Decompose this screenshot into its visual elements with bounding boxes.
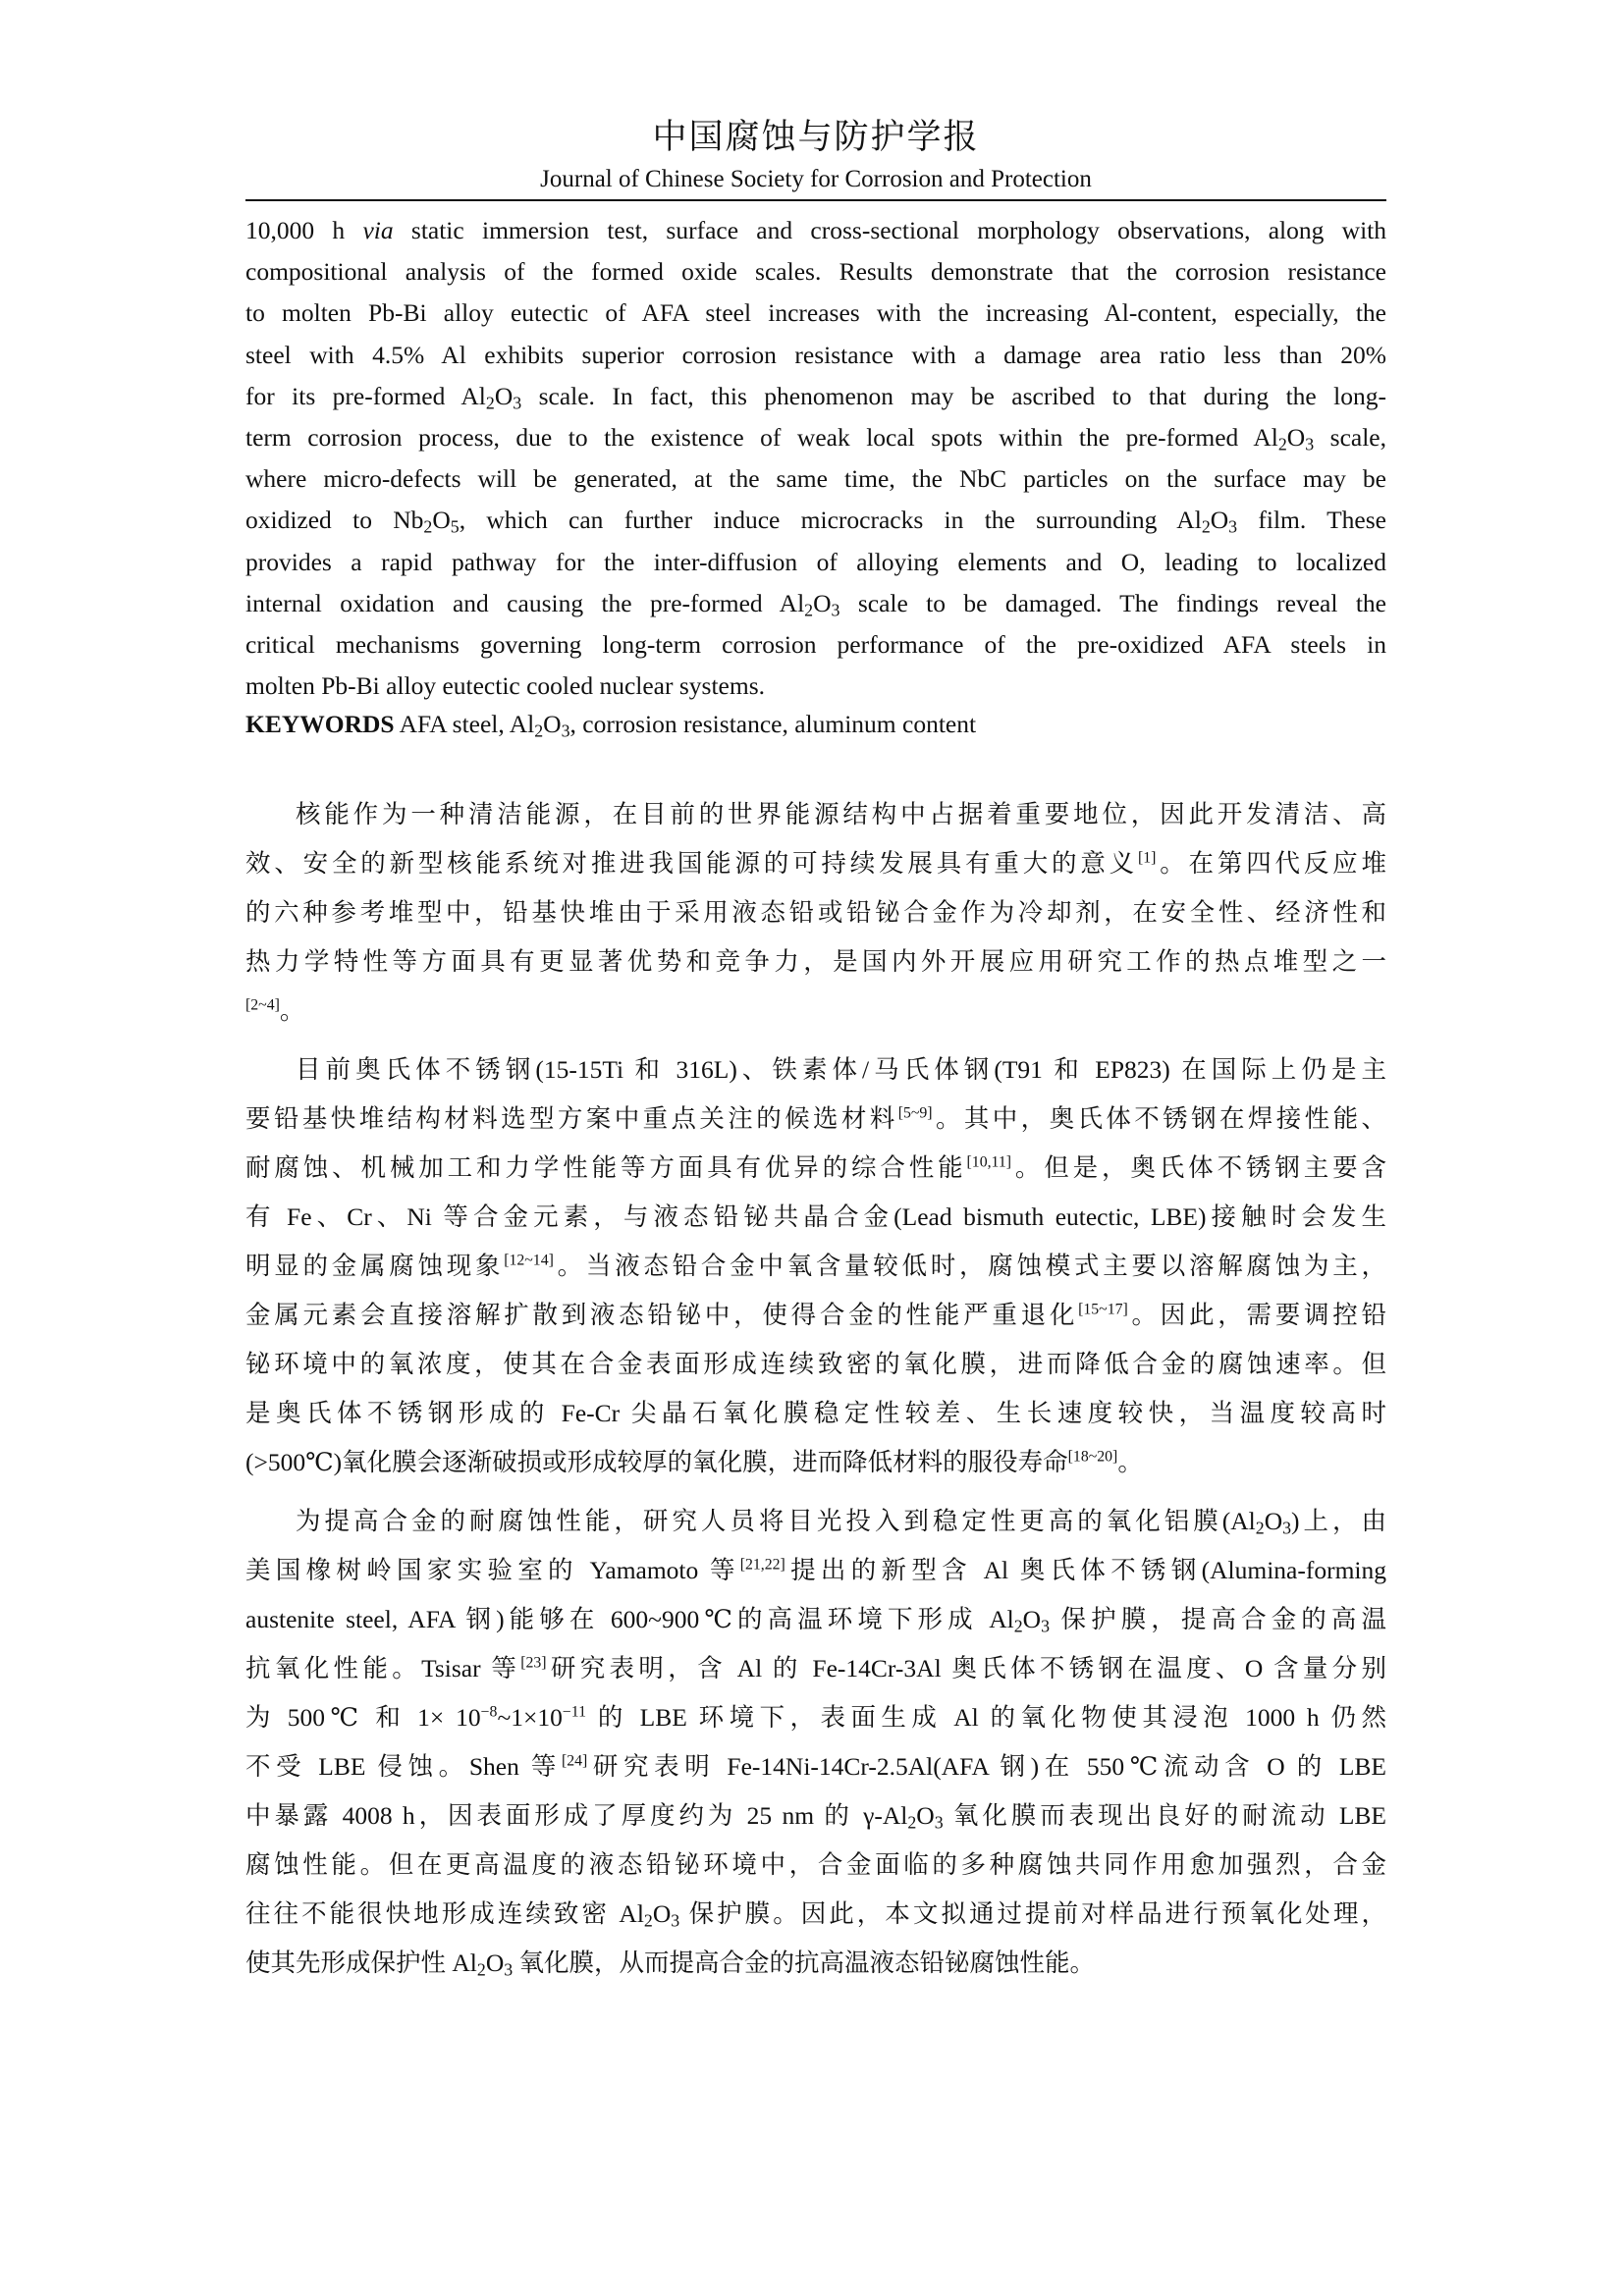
paragraph-line: 抗氧化性能。Tsisar 等[23]研究表明，含 Al 的 Fe-14Cr-3Al 奥氏体不锈钢在温度、O 含量分别: [245, 1654, 1387, 1682]
keywords: [245, 704, 1386, 745]
paragraph-line: 中暴露 4008 h，因表面形成了厚度约为 25 nm 的 $\gamma-Al_2O_3$ 氧化膜而表现出良好的耐流动 LBE: [245, 1801, 1386, 1833]
paragraph-line: 往往不能很快地形成连续致密 $Al_2O_3$ 保护膜。因此，本文拟通过提前对样品进行预氧化处理，: [245, 1899, 1386, 1931]
abstract-line: internal oxidation and causing the pre-formed $Al_2O_3$ scale to be damaged. The findings reveal the: [245, 588, 1386, 620]
abstract-line: term corrosion process, due to the existence of weak local spots within the pre-formed $Al_2O_3$ scale,: [245, 423, 1386, 454]
paragraph-line: 为提高合金的耐腐蚀性能，研究人员将目光投入到稳定性更高的氧化铝膜$(Al_2O_3)$上，由: [296, 1507, 1387, 1538]
keywords-label: KEYWORDS: [245, 710, 395, 738]
abstract-line: 10,000 h via static immersion test, surface and cross-sectional morphology observations, along with: [245, 216, 1386, 244]
paragraph-line: 的六种参考堆型中，铅基快堆由于采用液态铅或铅铋合金作为冷却剂，在安全性、经济性和: [245, 898, 1386, 927]
body-text: [245, 790, 1386, 1998]
abstract-line: molten Pb-Bi alloy eutectic cooled nuclear systems.: [245, 671, 765, 701]
journal-header: [245, 116, 1386, 196]
paragraph-line: 金属元素会直接溶解扩散到液态铅铋中，使得合金的性能严重退化[15~17]。因此，需要调控铅: [245, 1301, 1386, 1329]
paragraph-line: 耐腐蚀、机械加工和力学性能等方面具有优异的综合性能[10,11]。但是，奥氏体不锈钢主要含: [245, 1153, 1386, 1182]
paragraph-line: 为 500℃ 和 $1\times 10^{-8}\sim 1\times 10^{-11}$ 的 LBE 环境下，表面生成 Al 的氧化物使其浸泡 1000 h 仍然: [245, 1703, 1386, 1732]
paragraph-line: austenite steel, AFA 钢)能够在 600~900℃的高温环境下形成 $Al_2O_3$ 保护膜，提高合金的高温: [245, 1605, 1386, 1636]
paragraph-line: 核能作为一种清洁能源，在目前的世界能源结构中占据着重要地位，因此开发清洁、高: [296, 800, 1386, 828]
journal-title-en: Journal of Chinese Society for Corrosion and Protection: [540, 166, 1092, 192]
abstract-line: oxidized to $Nb_2O_5$, which can further induce microcracks in the surrounding $Al_2O_3$ film. These: [245, 506, 1386, 537]
abstract-line: for its pre-formed $Al_2O_3$ scale. In fact, this phenomenon may be ascribed to that during the long-: [245, 381, 1386, 413]
paragraph-line: 铋环境中的氧浓度，使其在合金表面形成连续致密的氧化膜，进而降低合金的腐蚀速率。但: [245, 1350, 1386, 1378]
header-divider: [245, 199, 1386, 201]
abstract-text: [245, 210, 1386, 707]
body-paragraph: [245, 1045, 1386, 1487]
abstract-line: compositional analysis of the formed oxide scales. Results demonstrate that the corrosion resistance: [245, 257, 1386, 287]
journal-title-cn: 中国腐蚀与防护学报: [652, 118, 980, 156]
abstract-line: provides a rapid pathway for the inter-diffusion of alloying elements and O, leading to localized: [245, 547, 1386, 576]
paragraph-line: 是奥氏体不锈钢形成的 Fe-Cr 尖晶石氧化膜稳定性较差、生长速度较快，当温度较高时: [245, 1399, 1386, 1427]
abstract-line: where micro-defects will be generated, at the same time, the NbC particles on the surface may be: [245, 464, 1386, 494]
paragraph-line: 腐蚀性能。但在更高温度的液态铅铋环境中，合金面临的多种腐蚀共同作用愈加强烈，合金: [245, 1850, 1386, 1879]
paragraph-line: [2~4]。: [245, 996, 305, 1025]
paragraph-line: (>500℃)氧化膜会逐渐破损或形成较厚的氧化膜，进而降低材料的服役寿命[18~20]。: [245, 1448, 1143, 1476]
abstract-line: steel with 4.5% Al exhibits superior corrosion resistance with a damage area ratio less than 20%: [245, 340, 1386, 369]
paragraph-line: 目前奥氏体不锈钢(15-15Ti 和 316L)、铁素体/马氏体钢(T91 和 EP823) 在国际上仍是主: [296, 1055, 1386, 1084]
paragraph-line: 有 Fe、Cr、Ni 等合金元素，与液态铅铋共晶合金(Lead bismuth eutectic, LBE)接触时会发生: [245, 1202, 1386, 1231]
paragraph-line: 热力学特性等方面具有更显著优势和竞争力，是国内外开展应用研究工作的热点堆型之一: [245, 947, 1386, 976]
paragraph-line: 要铅基快堆结构材料选型方案中重点关注的候选材料[5~9]。其中，奥氏体不锈钢在焊接性能、: [245, 1104, 1386, 1133]
paragraph-line: 使其先形成保护性 $Al_2O_3$ 氧化膜，从而提高合金的抗高温液态铅铋腐蚀性能。: [245, 1949, 1096, 1980]
paragraph-line: 不受 LBE 侵蚀。Shen 等[24]研究表明 Fe-14Ni-14Cr-2.5Al(AFA 钢)在 550℃流动含 O 的 LBE: [245, 1752, 1386, 1781]
keywords-text: AFA steel, $Al_2O_3$, corrosion resistance, aluminum content: [394, 710, 977, 741]
abstract-line: critical mechanisms governing long-term corrosion performance of the pre-oxidized AFA steels in: [245, 630, 1386, 660]
paragraph-line: 明显的金属腐蚀现象[12~14]。当液态铅合金中氧含量较低时，腐蚀模式主要以溶解腐蚀为主，: [245, 1252, 1386, 1280]
paragraph-line: 美国橡树岭国家实验室的 Yamamoto 等[21,22]提出的新型含 Al 奥氏体不锈钢(Alumina-forming: [245, 1556, 1386, 1584]
body-paragraph: [245, 790, 1386, 1036]
abstract-line: to molten Pb-Bi alloy eutectic of AFA steel increases with the increasing Al-content, especially, the: [245, 298, 1386, 328]
body-paragraph: [245, 1497, 1386, 1988]
paragraph-line: 效、安全的新型核能系统对推进我国能源的可持续发展具有重大的意义[1]。在第四代反应堆: [245, 849, 1386, 878]
